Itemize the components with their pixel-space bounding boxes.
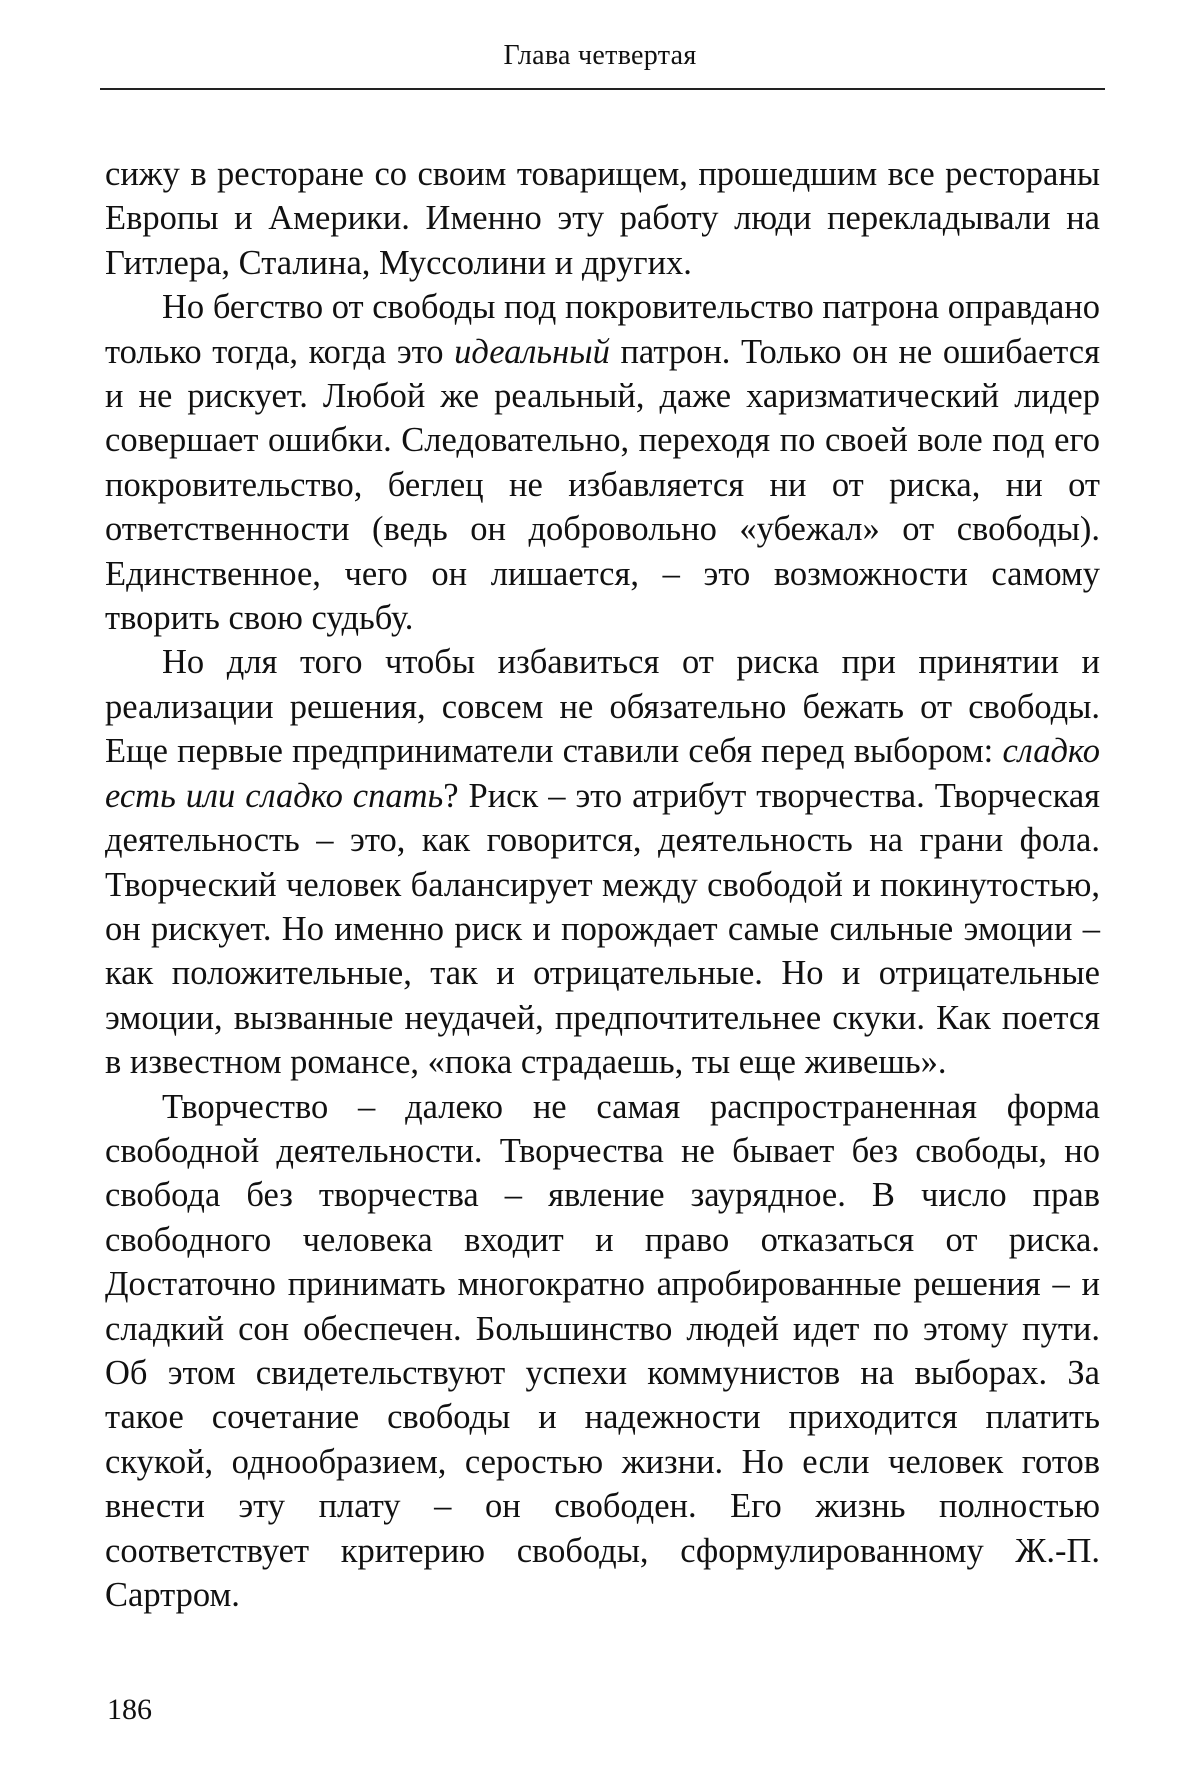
page-number: 186: [107, 1693, 152, 1726]
body-text: [105, 152, 1100, 1617]
paragraph-3: [105, 640, 1100, 1084]
paragraph-2-italic: идеальный: [454, 332, 610, 371]
running-head: Глава четвертая: [503, 40, 697, 71]
paragraph-3-italic: сладко есть или сладко спать: [105, 732, 1100, 815]
paragraph-2: [105, 285, 1100, 640]
paragraph-2-text-a: Но бегство от свободы под покровительство патрона оправдано только тогда, когда это: [105, 288, 1100, 371]
paragraph-4: [105, 1085, 1100, 1618]
paragraph-1-text: сижу в ресторане со своим товарищем, прошедшим все рестораны Европы и Америки. Именно эту работу люди перекладывали на Гитлера, Сталина, Муссолини и других.: [105, 155, 1100, 282]
header-rule: [100, 88, 1105, 90]
paragraph-3-text-b: ? Риск – это атрибут творчества. Творческая деятельность – это, как говорится, деятельность на грани фола. Творческий человек балансирует между свободой и покинутостью, он рискует. Но именно риск и порождает самые сильные эмоции – как положительные, так и отрицательные. Но и отрицательные эмоции, вызванные неудачей, предпочтительнее скуки. Как поется в известном романсе, «пока страдаешь, ты еще живешь».: [105, 776, 1100, 1082]
paragraph-4-text: Творчество – далеко не самая распространенная форма свободной деятельности. Творчества не бывает без свободы, но свобода без творчества – явление заурядное. В число прав свободного человека входит и право отказаться от риска. Достаточно принимать многократно апробированные решения – и сладкий сон обеспечен. Большинство людей идет по этому пути. Об этом свидетельствуют успехи коммунистов на выборах. За такое сочетание свободы и надежности приходится платить скукой, однообразием, серостью жизни. Но если человек готов внести эту плату – он свободен. Его жизнь полностью соответствует критерию свободы, сформулированному Ж.-П. Сартром.: [105, 1087, 1100, 1614]
paragraph-3-text-a: Но для того чтобы избавиться от риска при принятии и реализации решения, совсем не обязательно бежать от свободы. Еще первые предприниматели ставили себя перед выбором:: [105, 643, 1100, 771]
paragraph-1: [105, 152, 1100, 285]
paragraph-2-text-b: патрон. Только он не ошибается и не рискует. Любой же реальный, даже харизматический лидер совершает ошибки. Следовательно, переходя по своей воле под его покровительство, беглец не избавляется ни от риска, ни от ответственности (ведь он добровольно «убежал» от свободы). Единственное, чего он лишается, – это возможности самому творить свою судьбу.: [105, 332, 1100, 638]
